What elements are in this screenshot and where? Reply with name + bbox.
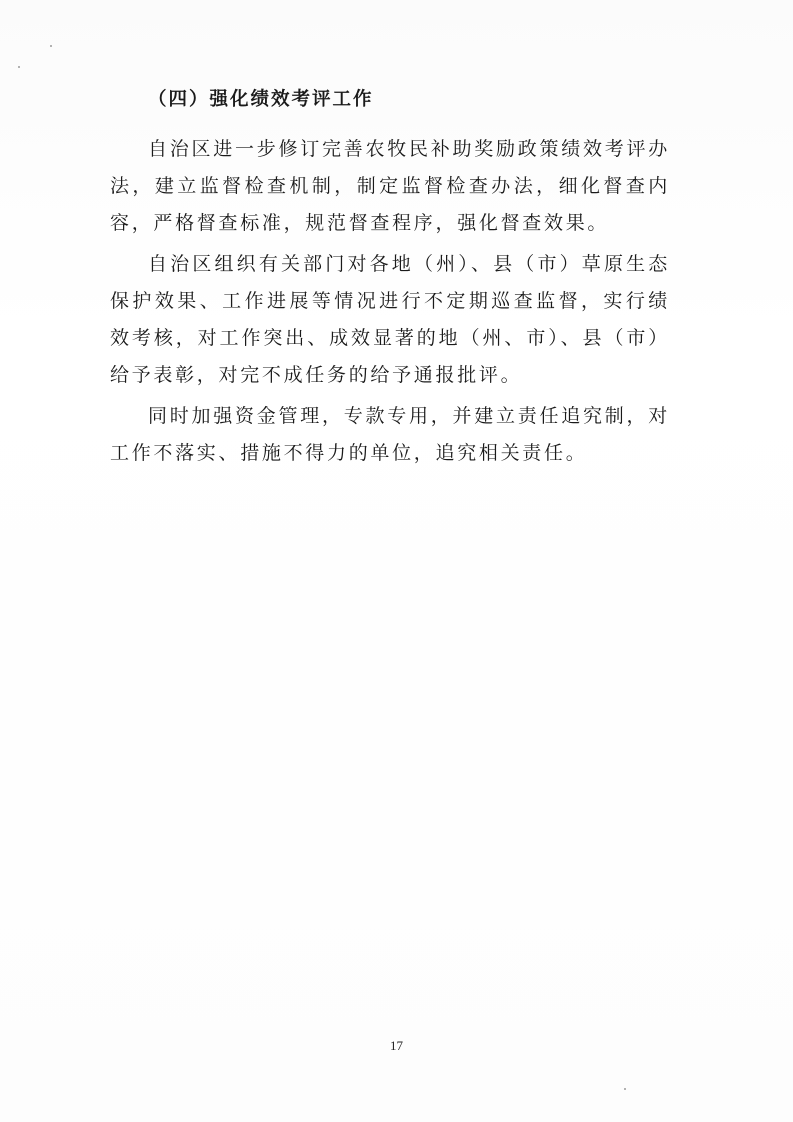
section-heading: （四）强化绩效考评工作 <box>148 89 374 110</box>
paragraph-1: 自治区进一步修订完善农牧民补助奖励政策绩效考评办法，建立监督检查机制，制定监督检查办法，细化督查内容，严格督查标准，规范督查程序，强化督查效果。 <box>110 138 670 234</box>
paragraph-2: 自治区组织有关部门对各地（州）、县（市）草原生态保护效果、工作进展等情况进行不定期巡查监督，实行绩效考核，对工作突出、成效显著的地（州、市）、县（市）给予表彰，对完不成任务的给予通报批评。 <box>110 253 670 386</box>
scan-speck <box>624 1088 626 1090</box>
scan-speck <box>18 66 20 68</box>
page-number: 17 <box>390 1038 403 1053</box>
scan-speck <box>50 45 52 47</box>
paragraph-3: 同时加强资金管理，专款专用，并建立责任追究制，对工作不落实、措施不得力的单位，追究相关责任。 <box>110 405 670 464</box>
document-body <box>110 85 670 476</box>
